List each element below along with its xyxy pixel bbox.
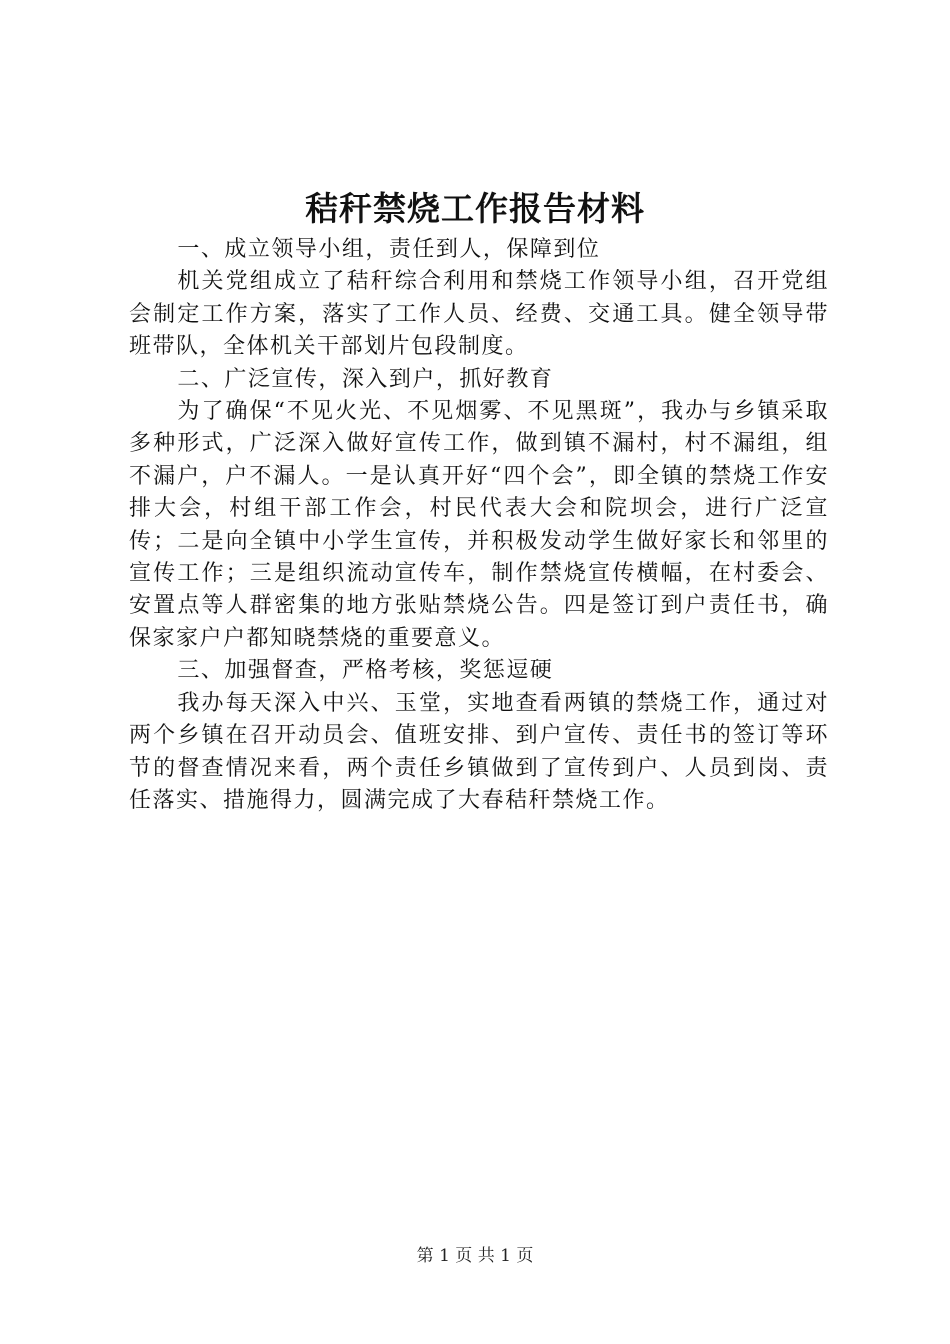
section-heading-3: 三、加强督查，严格考核，奖惩逗硬 (177, 658, 554, 684)
section-heading-2: 二、广泛宣传，深入到户，抓好教育 (177, 366, 554, 392)
section-heading-1: 一、成立领导小组，责任到人，保障到位 (177, 237, 601, 262)
document-body (129, 234, 829, 817)
body-paragraph-1: 机关党组成立了秸秆综合利用和禁烧工作领导小组，召开党组会制定工作方案，落实了工作人员、经费、交通工具。健全领导带班带队，全体机关干部划片包段制度。 (129, 269, 829, 360)
page-number-footer: 第 1 页 共 1 页 (416, 1246, 534, 1266)
body-paragraph-2: 为了确保“不见火光、不见烟雾、不见黑斑”，我办与乡镇采取多种形式，广泛深入做好宣传工作，做到镇不漏村，村不漏组，组不漏户，户不漏人。一是认真开好“四个会”，即全镇的禁烧工作安排大会，村组干部工作会，村民代表大会和院坝会，进行广泛宣传；二是向全镇中小学生宣传，并积极发动学生做好家长和邻里的宣传工作；三是组织流动宣传车，制作禁烧宣传横幅，在村委会、安置点等人群密集的地方张贴禁烧公告。四是签订到户责任书，确保家家户户都知晓禁烧的重要意义。 (129, 399, 829, 651)
document-title: 秸秆禁烧工作报告材料 (305, 189, 645, 228)
body-paragraph-3: 我办每天深入中兴、玉堂，实地查看两镇的禁烧工作，通过对两个乡镇在召开动员会、值班安排、到户宣传、责任书的签订等环节的督查情况来看，两个责任乡镇做到了宣传到户、人员到岗、责任落实、措施得力，圆满完成了大春秸秆禁烧工作。 (129, 690, 829, 813)
